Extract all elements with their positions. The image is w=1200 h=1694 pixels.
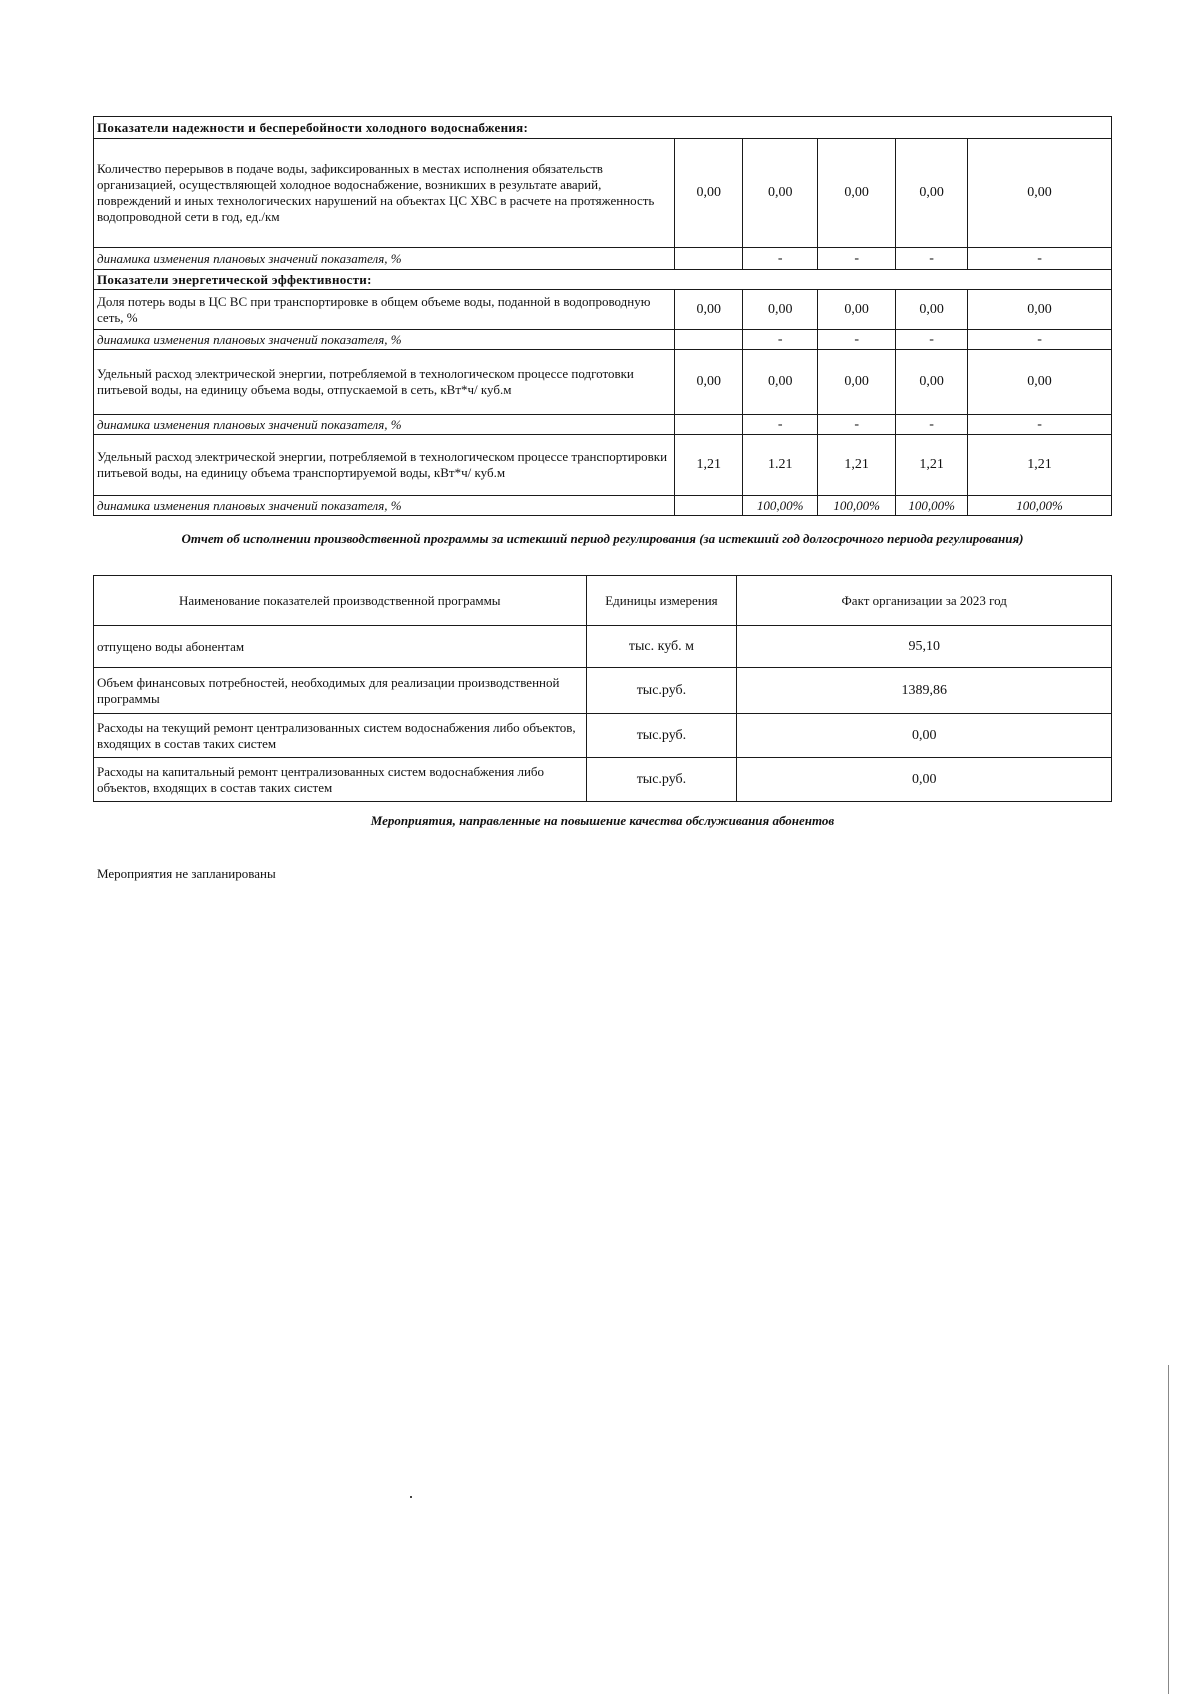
table-row xyxy=(94,290,1112,330)
value-cell: - xyxy=(818,330,896,350)
value-cell: 1389,86 xyxy=(737,668,1112,714)
value-cell xyxy=(675,248,743,270)
table-row xyxy=(94,714,1112,758)
unit-cell: тыс. куб. м xyxy=(586,626,737,668)
value-cell: 0,00 xyxy=(675,139,743,248)
table-row xyxy=(94,626,1112,668)
table-row xyxy=(94,435,1112,496)
value-cell: - xyxy=(968,248,1112,270)
table-row xyxy=(94,758,1112,802)
value-cell: - xyxy=(818,415,896,435)
value-cell xyxy=(675,415,743,435)
table-row xyxy=(94,330,1112,350)
value-cell: 0,00 xyxy=(896,290,968,330)
value-cell: 0,00 xyxy=(896,139,968,248)
value-cell: 0,00 xyxy=(968,290,1112,330)
value-cell: 100,00% xyxy=(743,496,818,516)
value-cell: 95,10 xyxy=(737,626,1112,668)
table-row xyxy=(94,415,1112,435)
value-cell: 0,00 xyxy=(675,350,743,415)
value-cell: 0,00 xyxy=(737,714,1112,758)
indicator-name: Расходы на капитальный ремонт централизованных систем водоснабжения либо объектов, входящих в состав таких систем xyxy=(94,758,587,802)
report-caption: Отчет об исполнении производственной программы за истекший период регулирования (за истекший год долгосрочного периода регулирования) xyxy=(181,531,1024,546)
value-cell: 0,00 xyxy=(743,290,818,330)
row-label: Количество перерывов в подаче воды, зафиксированных в местах исполнения обязательств организацией, осуществляющей холодное водоснабжение, возникших в результате аварий, повреждений и иных технологических нарушений на объектах ЦС ХВС в расчете на протяженность водопроводной сети в год, ед./км xyxy=(94,139,675,248)
value-cell: 0,00 xyxy=(818,350,896,415)
column-header: Единицы измерения xyxy=(586,576,737,626)
indicator-name: Расходы на текущий ремонт централизованных систем водоснабжения либо объектов, входящих в состав таких систем xyxy=(94,714,587,758)
row-label: Удельный расход электрической энергии, потребляемой в технологическом процессе подготовки питьевой воды, на единицу объема воды, отпускаемой в сеть, кВт*ч/ куб.м xyxy=(94,350,675,415)
reliability-indicators-table xyxy=(93,116,1112,516)
section-header-energy: Показатели энергетической эффективности: xyxy=(94,270,1112,290)
table-row xyxy=(94,139,1112,248)
table-header-row xyxy=(94,576,1112,626)
value-cell xyxy=(675,496,743,516)
indicator-name: отпущено воды абонентам xyxy=(94,626,587,668)
value-cell: - xyxy=(743,248,818,270)
row-label: Доля потерь воды в ЦС ВС при транспортировке в общем объеме воды, поданной в водопроводную сеть, % xyxy=(94,290,675,330)
value-cell: 0,00 xyxy=(675,290,743,330)
value-cell: - xyxy=(743,415,818,435)
unit-cell: тыс.руб. xyxy=(586,668,737,714)
value-cell: 1,21 xyxy=(968,435,1112,496)
value-cell: 100,00% xyxy=(818,496,896,516)
value-cell: 1,21 xyxy=(818,435,896,496)
value-cell: 1,21 xyxy=(675,435,743,496)
scan-edge-line xyxy=(1168,1365,1169,1694)
dynamics-label: динамика изменения плановых значений показателя, % xyxy=(94,330,675,350)
scan-speck xyxy=(410,1496,412,1498)
value-cell: - xyxy=(743,330,818,350)
value-cell: 0,00 xyxy=(743,139,818,248)
value-cell: 100,00% xyxy=(968,496,1112,516)
value-cell: - xyxy=(896,415,968,435)
measures-text: Мероприятия не запланированы xyxy=(97,866,276,881)
dynamics-label: динамика изменения плановых значений показателя, % xyxy=(94,248,675,270)
value-cell: 0,00 xyxy=(737,758,1112,802)
dynamics-label: динамика изменения плановых значений показателя, % xyxy=(94,415,675,435)
value-cell: 0,00 xyxy=(818,290,896,330)
value-cell: - xyxy=(968,330,1112,350)
value-cell xyxy=(675,330,743,350)
table-row xyxy=(94,668,1112,714)
value-cell: - xyxy=(968,415,1112,435)
table-row xyxy=(94,248,1112,270)
measures-caption: Мероприятия, направленные на повышение качества обслуживания абонентов xyxy=(370,813,835,828)
table-row xyxy=(94,350,1112,415)
column-header: Факт организации за 2023 год xyxy=(737,576,1112,626)
section-header-reliability: Показатели надежности и бесперебойности холодного водоснабжения: xyxy=(94,117,1112,139)
row-label: Удельный расход электрической энергии, потребляемой в технологическом процессе транспортировки питьевой воды, на единицу объема транспортируемой воды, кВт*ч/ куб.м xyxy=(94,435,675,496)
dynamics-label: динамика изменения плановых значений показателя, % xyxy=(94,496,675,516)
value-cell: - xyxy=(896,248,968,270)
value-cell: 100,00% xyxy=(896,496,968,516)
unit-cell: тыс.руб. xyxy=(586,714,737,758)
value-cell: 0,00 xyxy=(743,350,818,415)
value-cell: 0,00 xyxy=(818,139,896,248)
value-cell: - xyxy=(818,248,896,270)
indicator-name: Объем финансовых потребностей, необходимых для реализации производственной программы xyxy=(94,668,587,714)
table-row xyxy=(94,496,1112,516)
value-cell: 0,00 xyxy=(968,139,1112,248)
value-cell: 1,21 xyxy=(896,435,968,496)
value-cell: 1.21 xyxy=(743,435,818,496)
unit-cell: тыс.руб. xyxy=(586,758,737,802)
production-program-table xyxy=(93,575,1112,802)
column-header: Наименование показателей производственной программы xyxy=(94,576,587,626)
value-cell: 0,00 xyxy=(968,350,1112,415)
value-cell: 0,00 xyxy=(896,350,968,415)
value-cell: - xyxy=(896,330,968,350)
